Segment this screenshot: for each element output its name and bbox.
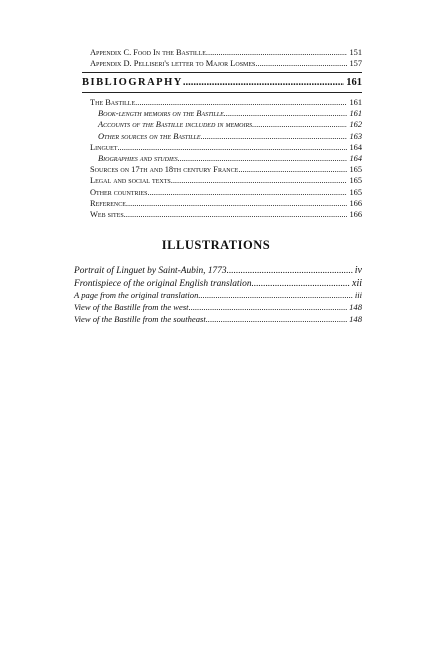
- bibliography-section: [82, 72, 362, 220]
- bibliography-heading: [82, 73, 362, 90]
- bottom-rule: [82, 92, 362, 93]
- bibliography-page: 161: [346, 77, 362, 88]
- leader-dots: [135, 97, 347, 108]
- toc-row-bastille: [82, 97, 362, 108]
- illustration-page: iv: [354, 265, 362, 276]
- leader-dots: [238, 164, 347, 175]
- toc-row-book-length-memoirs: [82, 108, 362, 119]
- illustration-row-frontispiece: [74, 278, 362, 291]
- toc-row-label: Legal and social texts: [90, 176, 171, 186]
- leader-dots: [171, 175, 348, 186]
- toc-row-linguet: [82, 142, 362, 153]
- leader-dots: [117, 142, 347, 153]
- toc-row-label: Other sources on the Bastille: [98, 131, 201, 141]
- toc-row-other-countries: [82, 187, 362, 198]
- illustration-page: 148: [349, 302, 362, 313]
- toc-row-label: Book-length memoirs on the Bastille: [98, 109, 224, 119]
- toc-row-page: 166: [349, 210, 362, 220]
- leader-dots: [255, 58, 347, 69]
- toc-row-label: Web sites: [90, 210, 124, 220]
- toc-row-label: Linguet: [90, 142, 118, 152]
- illustration-row-view-west: [74, 302, 362, 314]
- toc-row-page: 164: [349, 142, 362, 152]
- toc-row-legal-social: [82, 175, 362, 186]
- toc-row-page: 161: [349, 98, 362, 107]
- toc-row-page: 165: [349, 165, 362, 175]
- toc-row-page: 163: [349, 131, 362, 141]
- toc-row-label: Appendix C. Food In the Bastille: [90, 48, 206, 57]
- illustration-label: Frontispiece of the original English translation: [74, 278, 252, 289]
- illustration-row-original-page: [74, 290, 362, 302]
- leader-dots: [124, 209, 348, 220]
- illustration-label: A page from the original translation: [74, 290, 199, 301]
- leader-dots: [198, 290, 352, 302]
- leader-dots: [189, 302, 348, 314]
- leader-dots: [252, 119, 347, 130]
- leader-dots: [126, 198, 348, 209]
- illustrations-list: [74, 265, 362, 326]
- illustration-row-view-southeast: [74, 314, 362, 326]
- leader-dots: [178, 153, 348, 164]
- toc-row-label: Reference: [90, 198, 126, 208]
- toc-row-page: 162: [349, 120, 362, 130]
- toc-row-biographies: [82, 153, 362, 164]
- illustration-label: View of the Bastille from the southeast: [74, 313, 206, 324]
- appendix-list: [82, 47, 362, 69]
- toc-row-page: 165: [349, 187, 362, 197]
- toc-row-other-sources: [82, 131, 362, 142]
- illustration-row-portrait: [74, 265, 362, 278]
- illustration-page: xii: [352, 277, 362, 289]
- toc-row-appendix-d: [82, 58, 362, 69]
- leader-dots: [183, 75, 344, 90]
- illustration-label: Portrait of Linguet by Saint-Aubin, 1773: [74, 266, 227, 276]
- toc-row-page: 157: [349, 59, 362, 69]
- toc-row-page: 166: [349, 198, 362, 208]
- toc-row-label: Biographies and studies: [98, 154, 178, 164]
- toc-row-sources-france: [82, 164, 362, 175]
- toc-row-page: 165: [349, 176, 362, 186]
- leader-dots: [227, 266, 353, 278]
- leader-dots: [252, 279, 350, 291]
- leader-dots: [201, 131, 348, 142]
- toc-row-label: The Bastille: [90, 98, 136, 107]
- toc-row-accounts-in-memoirs: [82, 119, 362, 130]
- toc-row-page: 164: [349, 154, 362, 164]
- leader-dots: [206, 314, 347, 326]
- toc-row-page: 151: [349, 48, 362, 57]
- illustration-label: View of the Bastille from the west: [74, 302, 189, 313]
- toc-row-page: 161: [349, 109, 362, 119]
- toc-row-label: Other countries: [90, 187, 148, 197]
- toc-row-label: Appendix D. Pelliseri's letter to Major Losmes: [90, 59, 256, 69]
- leader-dots: [206, 47, 348, 58]
- illustrations-heading: ILLUSTRATIONS: [161, 238, 271, 252]
- toc-row-reference: [82, 198, 362, 209]
- illustration-page: iii: [354, 290, 362, 301]
- illustration-page: 148: [349, 313, 362, 324]
- toc-row-appendix-c: [82, 47, 362, 58]
- toc-row-label: Sources on 17th and 18th century France: [90, 165, 239, 175]
- toc-row-label: Accounts of the Bastille included in memoirs: [98, 120, 253, 130]
- bibliography-label: BIBLIOGRAPHY: [82, 77, 183, 88]
- toc-row-web-sites: [82, 209, 362, 220]
- leader-dots: [147, 187, 347, 198]
- leader-dots: [224, 108, 348, 119]
